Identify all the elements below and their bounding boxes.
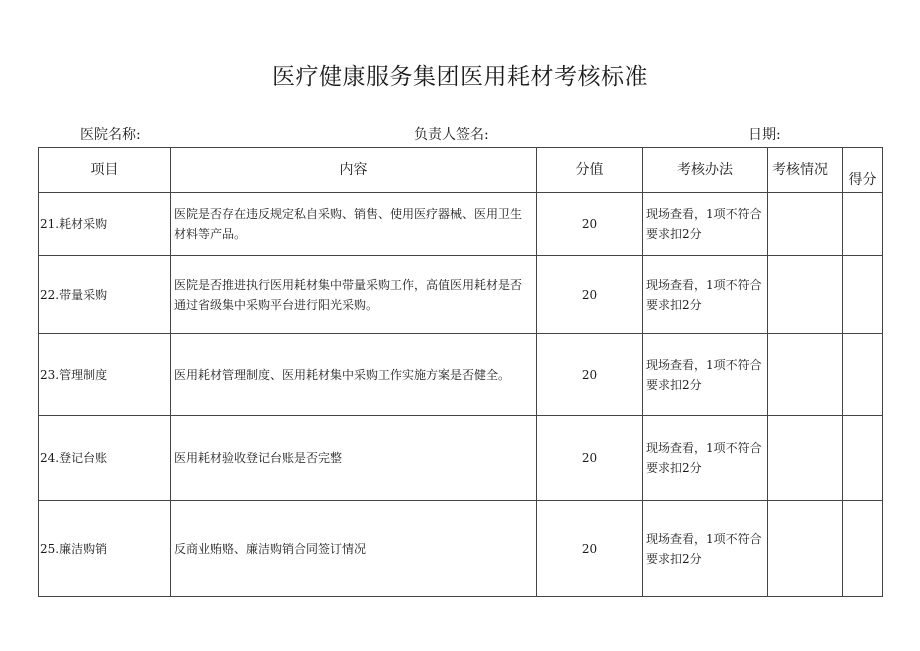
- row-score[interactable]: [843, 501, 883, 597]
- row-points: 20: [537, 256, 643, 334]
- row-item: 22.带量采购: [39, 256, 171, 334]
- row-points: 20: [537, 501, 643, 597]
- row-method: 现场查看，1项不符合要求扣2分: [643, 256, 768, 334]
- row-content: 医院是否推进执行医用耗材集中带量采购工作，高值医用耗材是否通过省级集中采购平台进行阳光采购。: [171, 256, 537, 334]
- header-method: 考核办法: [643, 148, 768, 193]
- row-method: 现场查看，1项不符合要求扣2分: [643, 193, 768, 256]
- header-situation: 考核情况: [768, 148, 843, 193]
- row-score[interactable]: [843, 334, 883, 416]
- header-score: 得分: [843, 148, 883, 193]
- header-content: 内容: [171, 148, 537, 193]
- row-item: 21.耗材采购: [39, 193, 171, 256]
- signer-label: 负责人签名:: [414, 127, 489, 143]
- row-situation[interactable]: [768, 193, 843, 256]
- header-points: 分值: [537, 148, 643, 193]
- row-points: 20: [537, 193, 643, 256]
- table-row: [39, 416, 883, 501]
- table-header-row: [39, 148, 883, 193]
- row-item: 24.登记台账: [39, 416, 171, 501]
- row-method: 现场查看，1项不符合要求扣2分: [643, 416, 768, 501]
- row-method: 现场查看，1项不符合要求扣2分: [643, 334, 768, 416]
- hospital-name-label: 医院名称:: [80, 127, 141, 143]
- header-item: 项目: [39, 148, 171, 193]
- row-situation[interactable]: [768, 416, 843, 501]
- row-points: 20: [537, 334, 643, 416]
- row-score[interactable]: [843, 416, 883, 501]
- row-content: 医用耗材验收登记台账是否完整: [171, 416, 537, 501]
- row-score[interactable]: [843, 256, 883, 334]
- document-title: 医疗健康服务集团医用耗材考核标准: [272, 64, 648, 90]
- row-item: 23.管理制度: [39, 334, 171, 416]
- row-score[interactable]: [843, 193, 883, 256]
- row-item: 25.廉洁购销: [39, 501, 171, 597]
- date-label: 日期:: [748, 127, 781, 143]
- assessment-table: [38, 147, 883, 597]
- row-situation[interactable]: [768, 256, 843, 334]
- row-situation[interactable]: [768, 334, 843, 416]
- row-content: 医院是否存在违反规定私自采购、销售、使用医疗器械、医用卫生材料等产品。: [171, 193, 537, 256]
- table-row: [39, 501, 883, 597]
- row-situation[interactable]: [768, 501, 843, 597]
- row-method: 现场查看，1项不符合要求扣2分: [643, 501, 768, 597]
- row-points: 20: [537, 416, 643, 501]
- row-content: 医用耗材管理制度、医用耗材集中采购工作实施方案是否健全。: [171, 334, 537, 416]
- table-row: [39, 334, 883, 416]
- table-row: [39, 193, 883, 256]
- table-row: [39, 256, 883, 334]
- row-content: 反商业贿赂、廉洁购销合同签订情况: [171, 501, 537, 597]
